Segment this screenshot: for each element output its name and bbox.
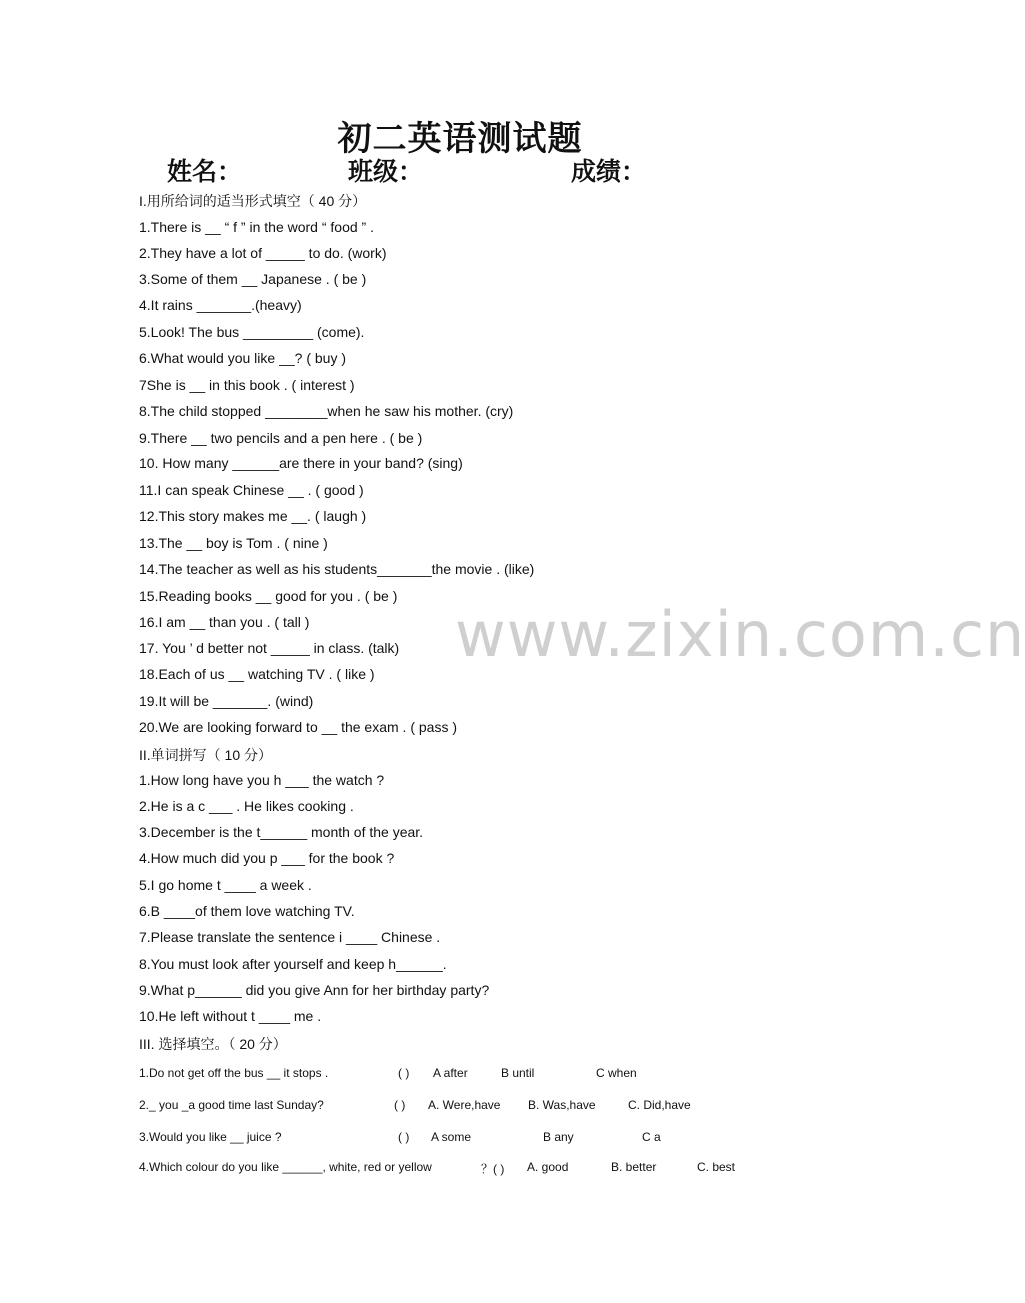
- section3-question: 2._ you _a good time last Sunday?: [139, 1098, 324, 1112]
- section1-item: 1.There is __ “ f ” in the word “ food ” .: [139, 219, 374, 235]
- section1-heading: I.用所给词的适当形式填空（ 40 分）: [139, 193, 367, 209]
- class-field-label: 班级：: [348, 157, 424, 186]
- score-field-label: 成绩：: [571, 157, 647, 186]
- section3-question: 4.Which colour do you like ______, white, red or yellow: [139, 1160, 432, 1174]
- section1-item: 3.Some of them __ Japanese . ( be ): [139, 271, 367, 287]
- section1-item: 15.Reading books __ good for you . ( be ): [139, 588, 398, 604]
- answer-paren: ？( ): [481, 1162, 505, 1176]
- section2-item: 3.December is the t______ month of the year.: [139, 824, 424, 840]
- section1-item: 9.There __ two pencils and a pen here . ( be ): [139, 430, 423, 446]
- section3-heading: III. 选择填空。（ 20 分）: [139, 1036, 287, 1052]
- answer-paren: ( ): [398, 1130, 410, 1144]
- section1-item: 18.Each of us __ watching TV . ( like ): [139, 666, 375, 682]
- section1-item: 17. You ’ d better not _____ in class. (talk): [139, 640, 400, 656]
- option-b: B. Was,have: [528, 1098, 596, 1112]
- section1-item: 8.The child stopped ________when he saw his mother. (cry): [139, 403, 514, 419]
- section1-item: 4.It rains _______.(heavy): [139, 297, 302, 313]
- section2-item: 1.How long have you h ___ the watch ?: [139, 772, 385, 788]
- section1-item: 11.I can speak Chinese __ . ( good ): [139, 482, 364, 498]
- option-b: B any: [543, 1130, 574, 1144]
- section3-question: 3.Would you like __ juice ?: [139, 1130, 282, 1144]
- section2-item: 5.I go home t ____ a week .: [139, 877, 312, 893]
- option-c: C. Did,have: [628, 1098, 691, 1112]
- section2-item: 6.B ____of them love watching TV.: [139, 903, 355, 919]
- option-c: C a: [642, 1130, 661, 1144]
- section1-item: 16.I am __ than you . ( tall ): [139, 614, 310, 630]
- section1-item: 2.They have a lot of _____ to do. (work): [139, 245, 387, 261]
- section2-heading: II.单词拼写（ 10 分）: [139, 747, 273, 763]
- section2-item: 10.He left without t ____ me .: [139, 1008, 322, 1024]
- section1-item: 14.The teacher as well as his students_______the movie . (like): [139, 561, 535, 577]
- section2-item: 7.Please translate the sentence i ____ Chinese .: [139, 929, 441, 945]
- section2-item: 8.You must look after yourself and keep h______.: [139, 956, 447, 972]
- name-field-label: 姓名：: [167, 157, 243, 186]
- section1-item: 10. How many ______are there in your band? (sing): [139, 455, 463, 471]
- option-b: B until: [501, 1066, 535, 1080]
- section1-item: 12.This story makes me __. ( laugh ): [139, 508, 367, 524]
- option-a: A. good: [527, 1160, 569, 1174]
- watermark: www.zixin.com.cn: [455, 598, 1025, 671]
- section1-item: 19.It will be _______. (wind): [139, 693, 314, 709]
- section1-item: 20.We are looking forward to __ the exam . ( pass ): [139, 719, 458, 735]
- section1-item: 6.What would you like __? ( buy ): [139, 350, 346, 366]
- section2-item: 9.What p______ did you give Ann for her birthday party?: [139, 982, 490, 998]
- option-c: C. best: [697, 1160, 736, 1174]
- option-c: C when: [596, 1066, 637, 1080]
- answer-paren: ( ): [394, 1098, 406, 1112]
- section1-item: 5.Look! The bus _________ (come).: [139, 324, 365, 340]
- section2-item: 2.He is a c ___ . He likes cooking .: [139, 798, 354, 814]
- exam-title: 初二英语测试题: [337, 119, 583, 159]
- section3-question: 1.Do not get off the bus __ it stops .: [139, 1066, 329, 1080]
- section1-item: 7She is __ in this book . ( interest ): [139, 377, 355, 393]
- option-a: A after: [433, 1066, 468, 1080]
- section2-item: 4.How much did you p ___ for the book ?: [139, 850, 395, 866]
- answer-paren: ( ): [398, 1066, 410, 1080]
- option-a: A. Were,have: [428, 1098, 501, 1112]
- section1-item: 13.The __ boy is Tom . ( nine ): [139, 535, 328, 551]
- option-b: B. better: [611, 1160, 657, 1174]
- option-a: A some: [431, 1130, 472, 1144]
